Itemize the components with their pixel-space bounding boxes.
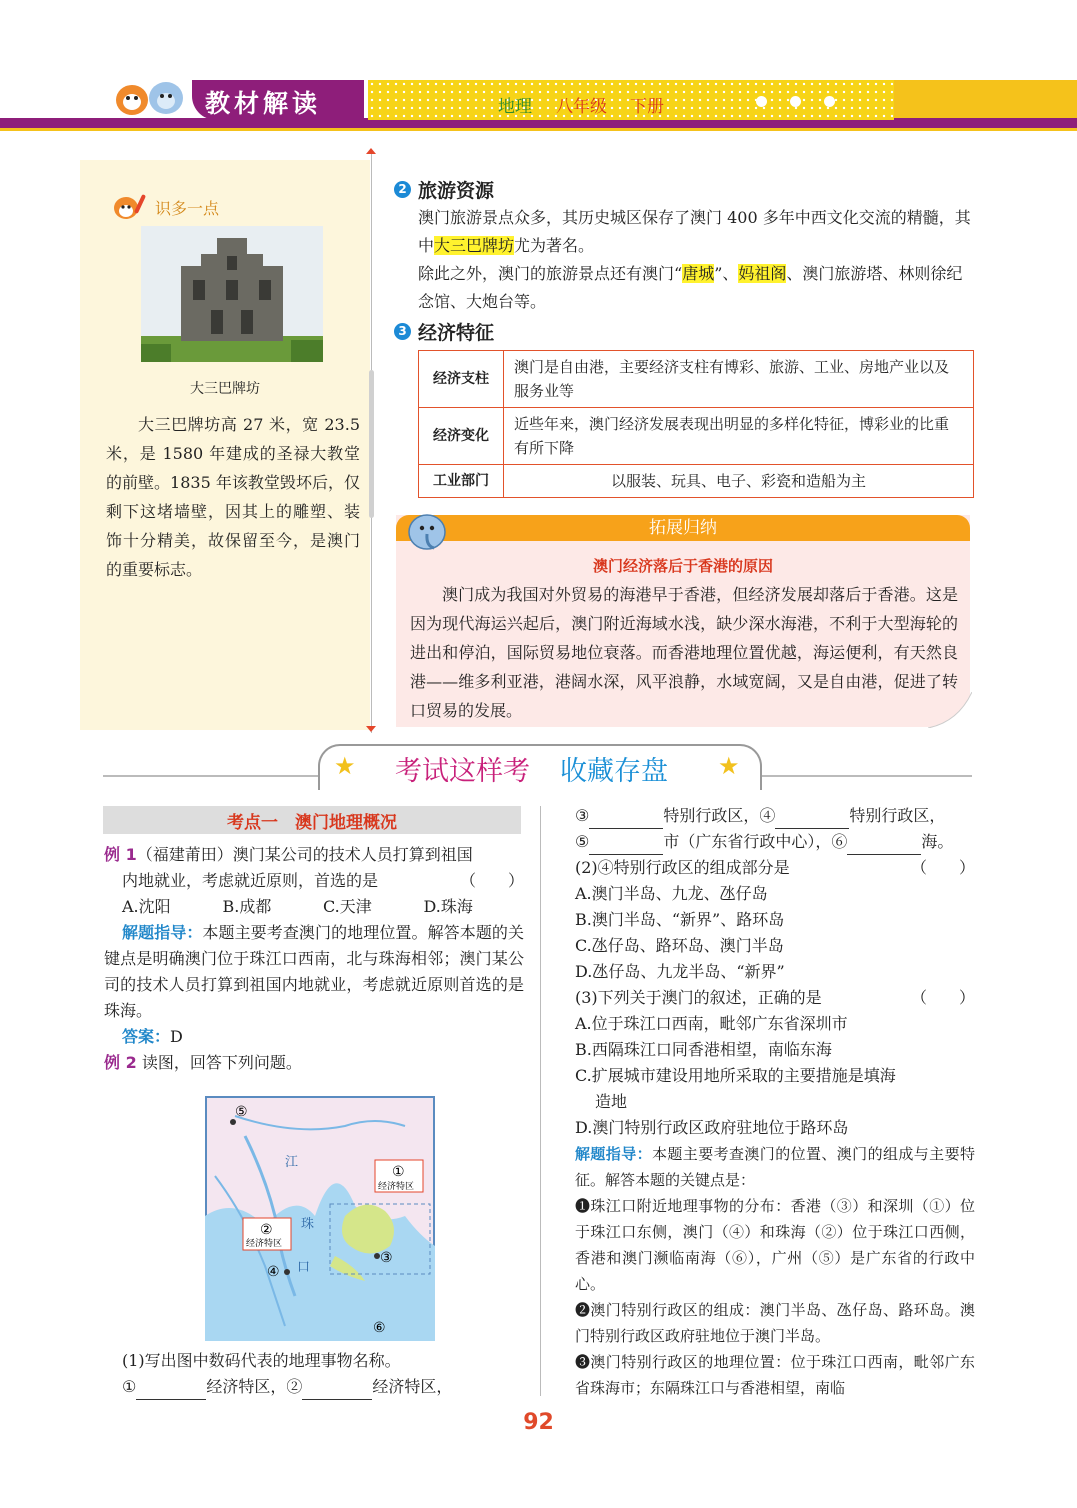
option-d[interactable]: D.氹仔岛、九龙半岛、“新界” [575, 962, 785, 981]
map-label-river: 口 [297, 1260, 311, 1275]
header-title: 教材解读 [205, 89, 322, 118]
map-label-sez: 经济特区 [378, 1182, 415, 1192]
tourism-paragraph-1 [418, 204, 976, 260]
guide-label: 解题指导： [122, 923, 203, 942]
blank-label: 特别行政区， [849, 806, 946, 825]
tourism-text: 、澳门旅游塔、林则徐纪念馆、大炮台等。 [418, 264, 963, 311]
header-underline [0, 128, 1077, 131]
question-3 [575, 985, 975, 1011]
guide-label: 解题指导： [575, 1145, 652, 1163]
blank-label: ① [122, 1377, 137, 1396]
map-label-3: ③ [380, 1250, 393, 1266]
question-2 [575, 855, 975, 881]
option-c[interactable]: C.天津 [323, 897, 372, 916]
map-label-river: 珠 [301, 1217, 315, 1232]
blank-label: 市（广东省行政中心），⑥ [663, 832, 848, 851]
header-dot [756, 96, 767, 107]
guide-point: ❶珠江口附近地理事物的分布：香港（③）和深圳（①）位于珠江口东侧，澳门（④）和珠海（②）位于珠江口西侧，香港和澳门濒临南海（⑥），广州（⑤）是广东省的行政中心。 [575, 1197, 975, 1293]
extension-label: 拓展归纳 [649, 518, 717, 538]
answer-paren[interactable]: （ ） [910, 858, 975, 877]
blank-row [575, 803, 975, 829]
column-divider [540, 806, 541, 1396]
ruins-of-st-paul-photo [141, 226, 323, 362]
photo-caption: 大三巴牌坊 [190, 381, 260, 397]
highlight-mazu: 妈祖阁 [738, 264, 787, 283]
option-a[interactable]: A.沈阳 [122, 897, 171, 916]
question-text: (3)下列关于澳门的叙述，正确的是 [575, 988, 822, 1007]
tourism-text: ”、 [714, 264, 739, 283]
star-icon: ★ [718, 752, 740, 780]
kaodian-title: 考点一 澳门地理概况 [227, 813, 397, 833]
example-2-part-1 [104, 1348, 524, 1400]
table-row [419, 351, 974, 408]
map-label-6: ⑥ [373, 1320, 386, 1336]
blank-label: 经济特区，② [206, 1377, 303, 1396]
fox-mascot-icon [106, 190, 154, 222]
option-c[interactable]: C.氹仔岛、路环岛、澳门半岛 [575, 936, 784, 955]
banner-line-right [758, 775, 972, 777]
example-label: 例 1 [104, 845, 137, 864]
example-1 [104, 842, 524, 1076]
answer-blank[interactable] [589, 838, 663, 855]
exam-banner [318, 744, 762, 790]
example-label: 例 2 [104, 1053, 137, 1072]
option-a[interactable]: A.位于珠江口西南，毗邻广东省深圳市 [575, 1014, 848, 1033]
option-b[interactable]: B.澳门半岛、“新界”、路环岛 [575, 910, 785, 929]
header-dot [790, 96, 801, 107]
scroll-up-arrow-icon[interactable] [366, 148, 376, 154]
answer-paren[interactable]: （ ） [459, 871, 524, 890]
answer-blank[interactable] [589, 812, 663, 829]
sidebar-title: 识多一点 [155, 199, 220, 218]
example-2-intro [104, 1050, 524, 1076]
option-b[interactable]: B.成都 [222, 897, 272, 916]
extension-text [410, 580, 958, 725]
example-2-continued [575, 803, 975, 1401]
tourism-text: 澳门旅游景点众多，其历史城区保存了澳门 400 多年中西文化交流的精髓，其中 [418, 208, 971, 255]
tourism-text: 除此之外，澳门的旅游景点还有澳门“ [418, 264, 683, 283]
question-text: 读图，回答下列问题。 [141, 1053, 302, 1072]
tourism-heading: 旅游资源 [418, 180, 495, 202]
table-value: 澳门是自由港，主要经济支柱有博彩、旅游、工业、房地产业以及服务业等 [504, 351, 974, 408]
blank-label: 特别行政区，④ [663, 806, 776, 825]
map-label-1: ① [392, 1164, 405, 1180]
example-1-line-1 [104, 842, 524, 868]
economy-table [418, 350, 974, 498]
table-key: 工业部门 [419, 465, 504, 498]
banner-title-1: 考试这样考 [395, 756, 530, 787]
economy-heading: 经济特征 [418, 322, 495, 344]
guide-text: 本题主要考查澳门的位置、澳门的组成与主要特征。解答本题的关键点是： [575, 1145, 975, 1189]
highlight-ruins: 大三巴牌坊 [434, 236, 515, 255]
answer-blank[interactable] [302, 1383, 372, 1400]
example-1-guide [104, 920, 524, 1024]
question-text: (2)④特别行政区的组成部分是 [575, 858, 790, 877]
guide-text: 本题主要考查澳门的地理位置。解答本题的关键点是明确澳门位于珠江口西南，北与珠海相邻；澳门某公司的技术人员打算到祖国内地就业，考虑就近原则首选的是珠海。 [104, 923, 524, 1020]
example-1-answer [104, 1024, 524, 1050]
blank-label: ⑤ [575, 832, 590, 851]
question-text: 内地就业，考虑就近原则，首选的是 [122, 871, 379, 890]
blank-row [104, 1374, 524, 1400]
blank-label: 经济特区， [372, 1377, 453, 1396]
header-subject: 地理 [498, 97, 532, 117]
star-icon: ★ [334, 752, 356, 780]
question-text: （福建莆田）澳门某公司的技术人员打算到祖国 [136, 845, 473, 864]
header-grade: 八年级 [556, 97, 607, 117]
table-row [419, 408, 974, 465]
mascot-icon [110, 74, 190, 118]
option-a[interactable]: A.澳门半岛、九龙、氹仔岛 [575, 884, 768, 903]
table-key: 经济支柱 [419, 351, 504, 408]
option-c[interactable]: C.扩展城市建设用地所采取的主要措施是填海 [575, 1066, 896, 1085]
table-value: 近些年来，澳门经济发展表现出明显的多样化特征，博彩业的比重有所下降 [504, 408, 974, 465]
blank-label: ③ [575, 806, 590, 825]
answer-blank[interactable] [136, 1383, 206, 1400]
option-b[interactable]: B.西隔珠江口同香港相望，南临东海 [575, 1040, 832, 1059]
answer-paren[interactable]: （ ） [910, 988, 975, 1007]
guide-point: ❸澳门特别行政区的地理位置：位于珠江口西南，毗邻广东省珠海市；东隔珠江口与香港相望，南临 [575, 1353, 975, 1397]
map-label-sez: 经济特区 [246, 1239, 283, 1249]
header-volume: 下册 [630, 97, 664, 117]
banner-title-2: 收藏存盘 [560, 756, 668, 787]
table-key: 经济变化 [419, 408, 504, 465]
page-curl-icon [928, 692, 972, 728]
blank-row [575, 829, 975, 855]
example-1-options [104, 894, 524, 920]
sidebar-text [106, 410, 360, 584]
map-label-5: ⑤ [235, 1104, 248, 1120]
highlight-tangcheng: 唐城 [682, 264, 715, 283]
scroll-thumb[interactable] [369, 370, 374, 518]
guide-point: ❷澳门特别行政区的组成：澳门半岛、氹仔岛、路环岛。澳门特别行政区政府驻地位于澳门半岛。 [575, 1301, 975, 1345]
option-c-continued: 造地 [595, 1092, 628, 1111]
blank-label: 海。 [921, 832, 954, 851]
banner-line-left [103, 775, 318, 777]
example-1-line-2 [104, 868, 524, 894]
table-value: 以服装、玩具、电子、彩瓷和造船为主 [504, 465, 974, 498]
extension-subtitle: 澳门经济落后于香港的原因 [592, 557, 773, 575]
page-number: 92 [523, 1410, 554, 1435]
map-label-river: 江 [285, 1155, 299, 1170]
answer-label: 答案： [122, 1027, 171, 1046]
answer-blank[interactable] [847, 838, 921, 855]
header-stripe [894, 80, 1077, 118]
map-label-2: ② [260, 1222, 273, 1238]
sidebar-text-body: 大三巴牌坊高 27 米，宽 23.5 米，是 1580 年建成的圣禄大教堂的前壁。1835 年该教堂毁坏后，仅剩下这堵墙壁，因其上的雕塑、装饰十分精美，故保留至今，是澳门的重要标志。 [106, 415, 360, 579]
tourism-paragraph-2 [418, 260, 976, 316]
extension-text-body: 澳门成为我国对外贸易的海港早于香港，但经济发展却落后于香港。这是因为现代海运兴起后，澳门附近海域水浅，缺少深水海港，不利于大型海轮的进出和停泊，国际贸易地位衰落。而香港地理位置优越，海运便利，有天然良港——维多利亚港，港阔水深，风平浪静，水域宽阔，又是自由港，促进了转口贸易的发展。 [410, 585, 958, 720]
section-number-badge: 3 [394, 323, 411, 340]
answer-value: D [170, 1027, 183, 1046]
option-d[interactable]: D.澳门特别行政区政府驻地位于路环岛 [575, 1118, 849, 1137]
answer-blank[interactable] [775, 812, 849, 829]
header-dot [824, 96, 835, 107]
tourism-text: 尤为著名。 [514, 236, 595, 255]
map-label-4: ④ [267, 1264, 280, 1280]
pearl-river-delta-map [205, 1096, 435, 1341]
section-number-badge: 2 [394, 181, 411, 198]
table-row [419, 465, 974, 498]
question-text: (1)写出图中数码代表的地理事物名称。 [122, 1351, 401, 1370]
scroll-down-arrow-icon[interactable] [366, 726, 376, 732]
option-d[interactable]: D.珠海 [423, 897, 473, 916]
example-2-guide [575, 1141, 975, 1193]
